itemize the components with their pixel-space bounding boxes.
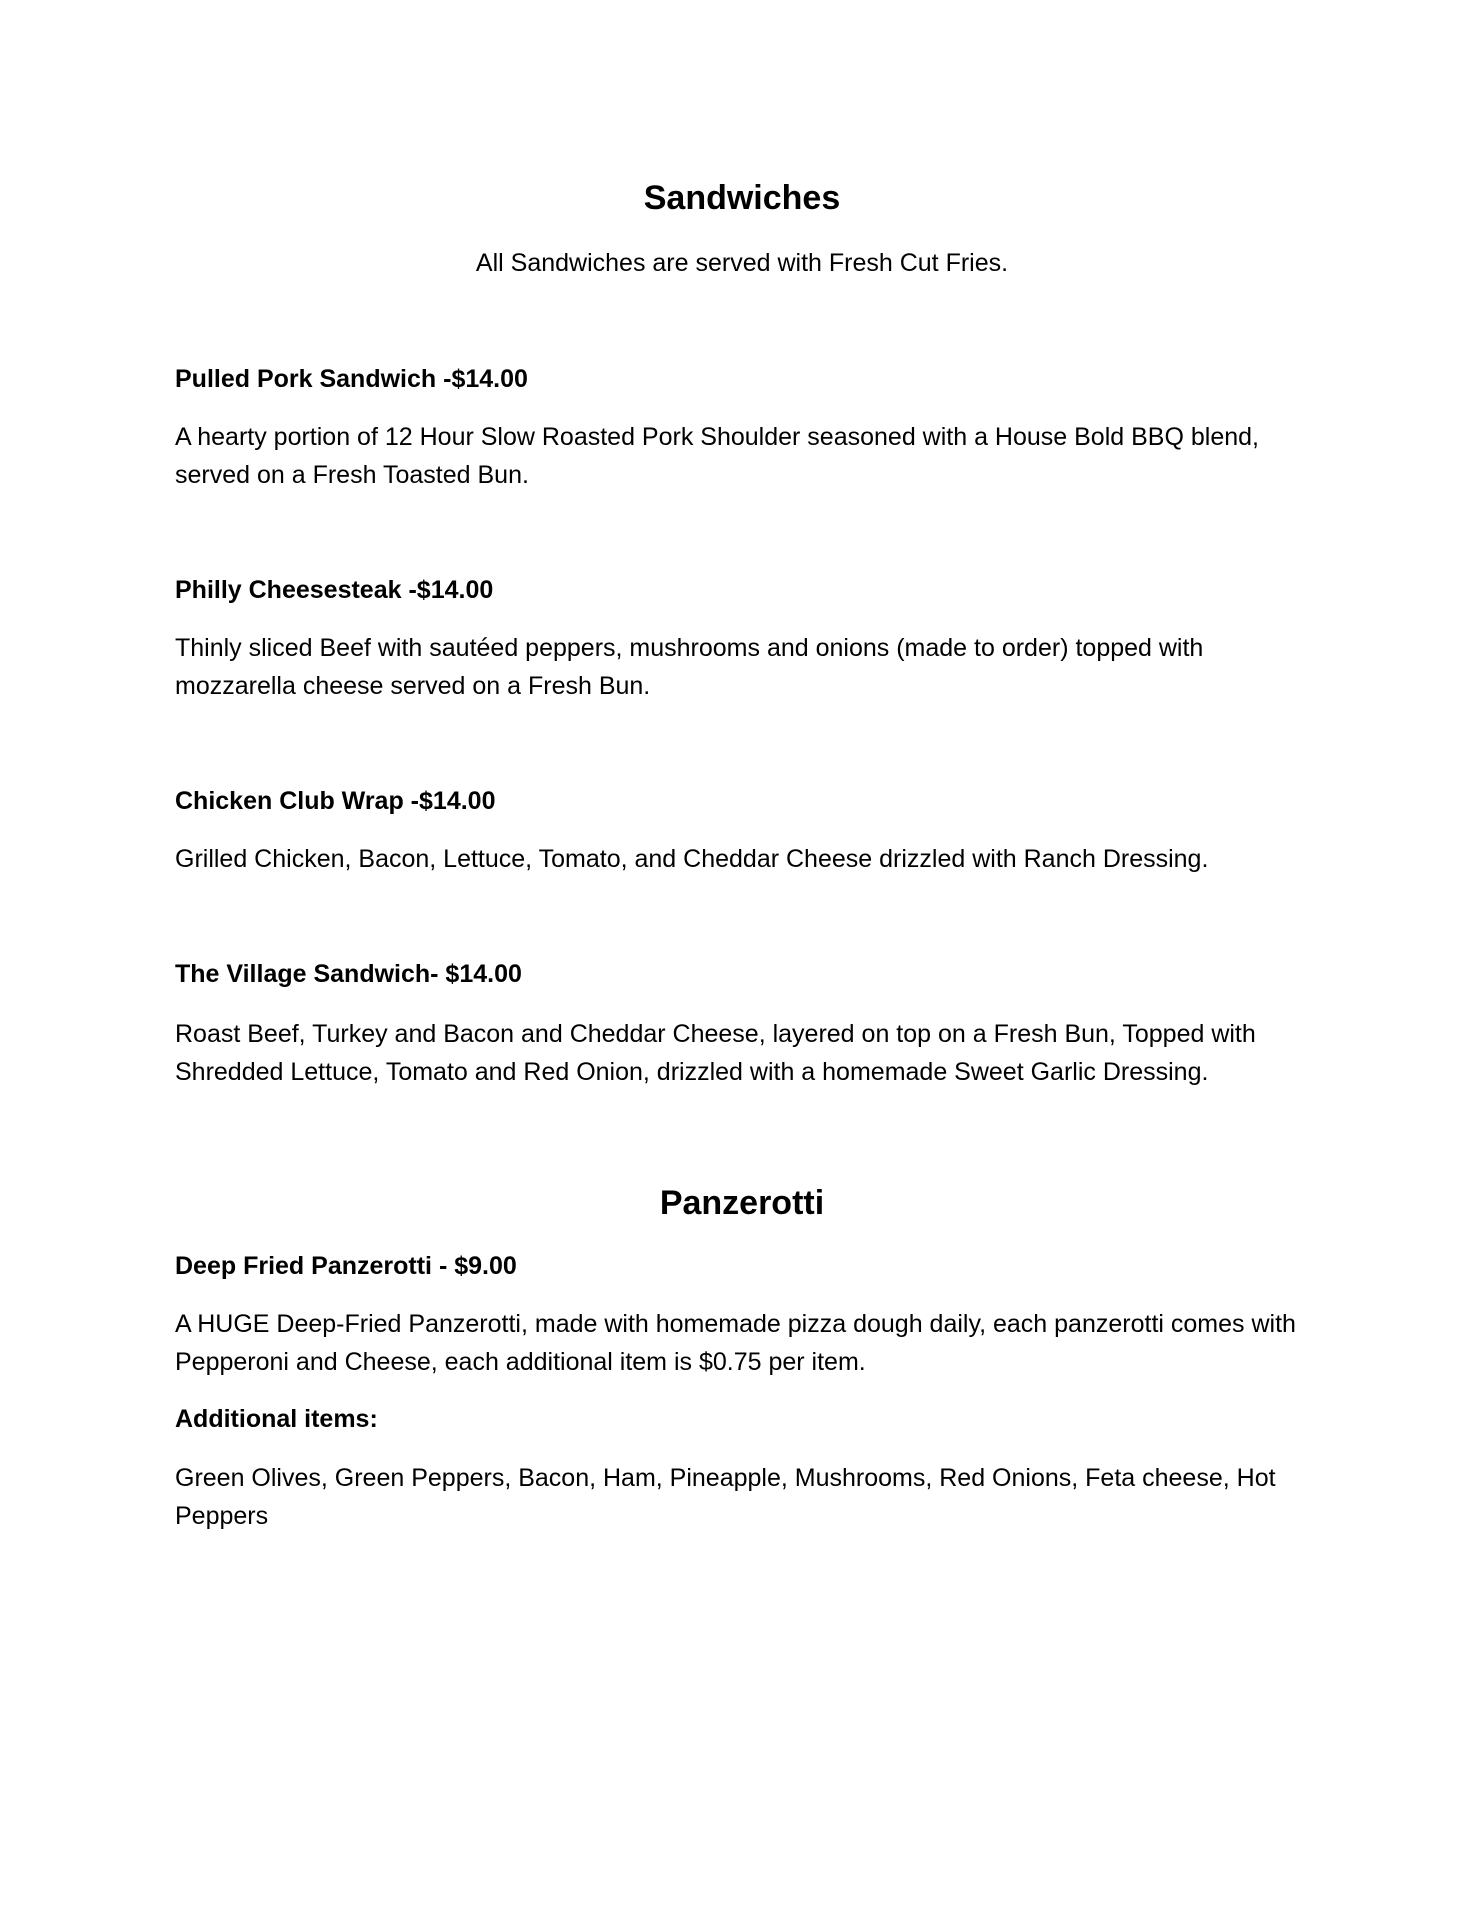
panzerotti-heading: Panzerotti (659, 1184, 825, 1222)
item-title-pulled-pork: Pulled Pork Sandwich -$14.00 (175, 365, 528, 393)
item-description-chicken-club-wrap: Grilled Chicken, Bacon, Lettuce, Tomato, and Cheddar Cheese drizzled with Ranch Dressing. (175, 845, 1209, 873)
item-description-village-sandwich: Roast Beef, Turkey and Bacon and Cheddar Cheese, layered on top on a Fresh Bun, Topped with Shredded Lettuce, Tomato and Red Onion, drizzled with a homemade Sweet Garlic Dressing. (175, 1020, 1256, 1086)
item-description-pulled-pork: A hearty portion of 12 Hour Slow Roasted Pork Shoulder seasoned with a House Bold BBQ blend, served on a Fresh Toasted Bun. (175, 423, 1259, 489)
item-title-philly-cheesesteak: Philly Cheesesteak -$14.00 (175, 576, 494, 604)
additional-items-list: Green Olives, Green Peppers, Bacon, Ham, Pineapple, Mushrooms, Red Onions, Feta cheese, Hot Peppers (175, 1464, 1276, 1530)
item-description-philly-cheesesteak: Thinly sliced Beef with sautéed peppers, mushrooms and onions (made to order) topped with mozzarella cheese served on a Fresh Bun. (175, 634, 1204, 700)
item-title-deep-fried-panzerotti: Deep Fried Panzerotti - $9.00 (175, 1252, 517, 1280)
item-title-village-sandwich: The Village Sandwich- $14.00 (175, 960, 522, 988)
sandwiches-heading: Sandwiches (643, 179, 841, 217)
item-description-deep-fried-panzerotti: A HUGE Deep-Fried Panzerotti, made with homemade pizza dough daily, each panzerotti comes with Pepperoni and Cheese, each additional item is $0.75 per item. (175, 1310, 1296, 1376)
additional-items-label: Additional items: (175, 1405, 378, 1433)
sandwiches-subtitle: All Sandwiches are served with Fresh Cut Fries. (475, 249, 1009, 277)
item-title-chicken-club-wrap: Chicken Club Wrap -$14.00 (175, 787, 496, 815)
